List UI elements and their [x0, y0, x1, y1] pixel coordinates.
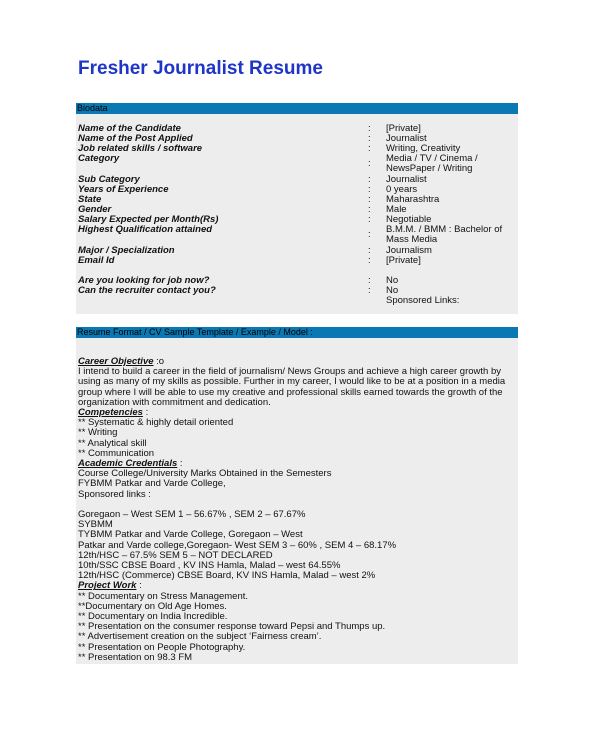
- biodata-label: Major / Specialization: [78, 245, 175, 256]
- biodata-colon: :: [368, 174, 371, 185]
- biodata-label: Sub Category: [78, 174, 140, 185]
- biodata-colon: :: [368, 123, 371, 134]
- project-work-heading-suffix: :: [136, 580, 142, 592]
- list-item: ** Analytical skill: [78, 437, 147, 449]
- academic-line: Course College/University Marks Obtained in the Semesters: [78, 468, 332, 480]
- academic-section: [78, 459, 516, 581]
- career-objective-text: I intend to build a career in the field of journalism/ News Groups and achieve a high career growth by using as many of my skills as possible. Further in my career, I would like to be at a position in a media group where I will be able to use my creative and professional skills earned towards the growth of the organization with commitment and dedication.: [78, 366, 506, 408]
- biodata-colon: :: [368, 255, 371, 266]
- biodata-label: State: [78, 194, 102, 205]
- biodata-colon: :: [368, 229, 371, 240]
- resume-body: [78, 357, 516, 663]
- academic-line: TYBMM Patkar and Varde College, Goregaon – West: [78, 529, 303, 541]
- biodata-value: Sponsored Links:: [386, 295, 460, 306]
- competencies-heading-suffix: :: [142, 407, 149, 419]
- academic-line: FYBMM Patkar and Varde College,: [78, 478, 226, 490]
- list-item: ** Presentation on People Photography.: [78, 641, 246, 653]
- academic-line: SYBMM: [78, 519, 113, 531]
- biodata-colon: :: [368, 245, 371, 256]
- biodata-value: Negotiable: [386, 214, 432, 225]
- biodata-label: Category: [78, 153, 120, 164]
- academic-heading: Academic Credentials: [78, 458, 178, 470]
- academic-line: Patkar and Varde college,Goregaon- West SEM 3 – 60% , SEM 4 – 68.17%: [78, 539, 397, 551]
- list-item: ** Systematic & highly detail oriented: [78, 417, 234, 429]
- biodata-label: Email Id: [78, 255, 115, 266]
- biodata-label: Name of the Post Applied: [78, 133, 193, 144]
- competencies-heading: Competencies: [78, 407, 143, 419]
- biodata-value: No: [386, 275, 399, 286]
- biodata-colon: :: [368, 285, 371, 296]
- list-item: ** Writing: [78, 427, 118, 439]
- sponsored-links-label: Sponsored links :: [78, 488, 151, 500]
- biodata-label: Are you looking for job now?: [78, 275, 210, 286]
- career-objective-heading-suffix: :o: [153, 356, 165, 367]
- biodata-value: Writing, Creativity: [386, 143, 461, 154]
- biodata-value: Media / TV / Cinema / NewsPaper / Writing: [386, 153, 478, 175]
- biodata-value: [Private]: [386, 255, 421, 266]
- biodata-label: Highest Qualification attained: [78, 224, 213, 235]
- biodata-value: 0 years: [386, 184, 418, 195]
- career-objective-heading: Career Objective: [78, 356, 154, 367]
- academic-line: Goregaon – West SEM 1 – 56.67% , SEM 2 – 67.67%: [78, 509, 306, 521]
- biodata-label: Gender: [78, 204, 112, 215]
- page-title: Fresher Journalist Resume: [78, 58, 323, 79]
- biodata-label: Name of the Candidate: [78, 123, 181, 134]
- biodata-value: Journalist: [386, 174, 427, 185]
- list-item: **Documentary on Old Age Homes.: [78, 600, 227, 612]
- academic-line: 10th/SSC CBSE Board , KV INS Hamla, Malad – west 64.55%: [78, 560, 341, 572]
- academic-line: 12th/HSC – 67.5% SEM 5 – NOT DECLARED: [78, 549, 273, 561]
- biodata-label: Years of Experience: [78, 184, 169, 195]
- list-item: ** Documentary on Stress Management.: [78, 590, 249, 602]
- academic-line: 12th/HSC (Commerce) CBSE Board, KV INS Hamla, Malad – west 2%: [78, 570, 376, 582]
- biodata-colon: :: [368, 143, 371, 154]
- biodata-value: Maharashtra: [386, 194, 440, 205]
- career-objective-section: [78, 357, 516, 408]
- biodata-value: B.M.M. / BMM : Bachelor of Mass Media: [386, 224, 503, 246]
- list-item: ** Documentary on India Incredible.: [78, 611, 228, 623]
- biodata-value: No: [386, 285, 399, 296]
- list-item: ** Presentation on the consumer response toward Pepsi and Thumps up.: [78, 621, 386, 633]
- biodata-label: Can the recruiter contact you?: [78, 285, 216, 296]
- biodata-label: Salary Expected per Month(Rs): [78, 214, 219, 225]
- biodata-colon: :: [368, 158, 371, 169]
- biodata-colon: :: [368, 194, 371, 205]
- list-item: ** Communication: [78, 447, 155, 459]
- list-item: ** Presentation on 98.3 FM: [78, 651, 193, 663]
- biodata-value: Journalism: [386, 245, 432, 256]
- biodata-colon: :: [368, 204, 371, 215]
- project-work-heading: Project Work: [78, 580, 137, 592]
- list-item: ** Advertisement creation on the subject ‘Fairness cream’.: [78, 631, 322, 643]
- biodata-colon: :: [368, 133, 371, 144]
- biodata-colon: :: [368, 184, 371, 195]
- project-work-section: [78, 581, 516, 663]
- academic-heading-suffix: :: [177, 458, 183, 470]
- biodata-colon: :: [368, 275, 371, 286]
- biodata-value: Journalist: [386, 133, 427, 144]
- resume-header-bar: Resume Format / CV Sample Template / Example / Model :: [76, 327, 518, 338]
- biodata-value: Male: [386, 204, 407, 215]
- biodata-header-bar: Biodata: [76, 103, 518, 114]
- biodata-value: [Private]: [386, 123, 421, 134]
- biodata-colon: :: [368, 214, 371, 225]
- competencies-section: [78, 408, 516, 459]
- biodata-label: Job related skills / software: [78, 143, 203, 154]
